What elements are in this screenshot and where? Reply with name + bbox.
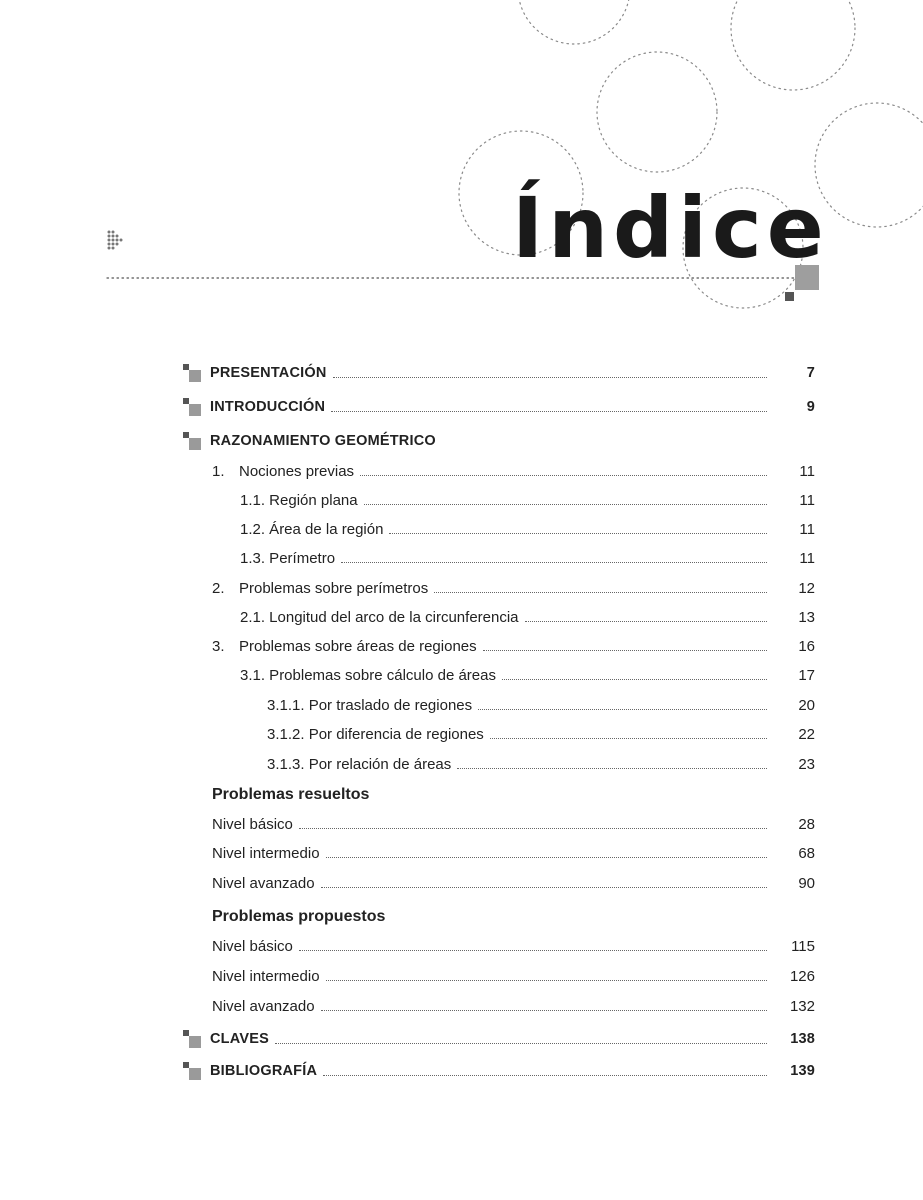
toc-entry-text: PRESENTACIÓN xyxy=(210,365,327,381)
toc-entry-page: 11 xyxy=(799,462,815,480)
toc-entry xyxy=(212,906,815,928)
toc-entry-text: INTRODUCCIÓN xyxy=(210,399,326,415)
dot-leader xyxy=(275,1043,767,1044)
dot-leader xyxy=(483,650,767,651)
toc-entry-label xyxy=(212,463,354,480)
decorative-circles xyxy=(0,0,923,340)
toc-entry-label xyxy=(210,399,325,415)
dot-leader xyxy=(364,504,767,505)
toc-entry-page: 12 xyxy=(798,579,815,597)
section-bullet-icon xyxy=(183,1062,201,1080)
dot-leader xyxy=(299,828,767,829)
toc-entry xyxy=(212,842,815,864)
section-bullet-icon xyxy=(183,1030,201,1048)
toc-entry xyxy=(240,664,815,686)
toc-entry xyxy=(267,753,815,775)
rule-square-small xyxy=(785,292,794,301)
toc-entry-label xyxy=(240,609,519,626)
toc-entry-number: 1. xyxy=(212,462,225,480)
dot-leader xyxy=(333,377,767,378)
toc-entry-page: 126 xyxy=(789,967,815,985)
toc-entry xyxy=(240,489,815,511)
toc-entry-text: 3.1.2. Por diferencia de regiones xyxy=(267,725,484,743)
toc-entry-text: 1.2. Área de la región xyxy=(240,520,384,538)
dot-leader xyxy=(326,980,767,981)
toc-entry xyxy=(210,430,815,452)
toc-entry-label xyxy=(240,550,335,567)
toc-entry-page: 139 xyxy=(790,1063,815,1079)
dot-leader xyxy=(326,857,767,858)
toc-entry-text: Problemas propuestos xyxy=(212,908,386,925)
dot-leader xyxy=(321,887,767,888)
toc-entry-page: 17 xyxy=(798,666,815,684)
toc-entry-page: 20 xyxy=(798,696,815,714)
toc-entry-text: 2.1. Longitud del arco de la circunferencia xyxy=(240,608,519,626)
toc-entry-text: Nivel intermedio xyxy=(212,844,320,862)
toc-entry-text: BIBLIOGRAFÍA xyxy=(210,1063,318,1079)
dot-leader xyxy=(321,1010,767,1011)
toc-entry-label xyxy=(212,968,320,985)
toc-entry-text: Problemas sobre áreas de regiones xyxy=(239,637,477,655)
toc-entry-label xyxy=(212,786,369,804)
toc-entry-label xyxy=(212,580,428,597)
dot-leader xyxy=(299,950,767,951)
section-bullet-icon xyxy=(183,364,201,382)
toc-entry-page: 13 xyxy=(798,608,815,626)
toc-entry-label xyxy=(267,756,451,773)
dot-leader xyxy=(341,562,767,563)
section-bullet-icon xyxy=(183,398,201,416)
toc-entry-label xyxy=(210,1063,317,1079)
page-title: Índice xyxy=(512,179,829,277)
dot-leader xyxy=(434,592,767,593)
toc-entry-page: 11 xyxy=(799,549,815,567)
toc-entry-text: RAZONAMIENTO GEOMÉTRICO xyxy=(210,433,436,449)
dot-leader xyxy=(490,738,767,739)
dot-leader xyxy=(525,621,767,622)
toc-entry xyxy=(212,965,815,987)
toc-entry xyxy=(212,635,815,657)
toc-entry-label xyxy=(210,365,327,381)
toc-entry-page: 16 xyxy=(798,637,815,655)
toc-entry-number: 3. xyxy=(212,637,225,655)
toc-entry-text: Nivel avanzado xyxy=(212,874,315,892)
toc-entry-page: 28 xyxy=(798,815,815,833)
toc-entry-label xyxy=(212,845,320,862)
toc-entry xyxy=(212,995,815,1017)
toc-entry-label xyxy=(212,908,385,926)
toc-entry-label xyxy=(210,1031,269,1047)
toc-entry-text: 1.1. Región plana xyxy=(240,491,358,509)
toc-entry-label xyxy=(212,938,293,955)
section-bullet-icon xyxy=(183,432,201,450)
dot-leader xyxy=(360,475,767,476)
toc-entry-text: 3.1. Problemas sobre cálculo de áreas xyxy=(240,666,496,684)
toc-entry-page: 11 xyxy=(799,491,815,509)
toc-entry-page: 90 xyxy=(798,874,815,892)
toc-entry-label xyxy=(240,521,383,538)
toc-entry-text: Nivel avanzado xyxy=(212,997,315,1015)
toc-entry xyxy=(210,362,815,384)
toc-entry xyxy=(212,577,815,599)
toc-entry-label xyxy=(267,697,472,714)
toc-entry xyxy=(240,606,815,628)
toc-entry-text: Nivel intermedio xyxy=(212,967,320,985)
toc-entry-text: 1.3. Perímetro xyxy=(240,549,336,567)
toc-entry xyxy=(210,396,815,418)
toc-entry-page: 9 xyxy=(806,399,815,415)
toc-entry-text: Nivel básico xyxy=(212,815,293,833)
toc-entry-page: 22 xyxy=(798,725,815,743)
toc-entry xyxy=(212,935,815,957)
dot-leader xyxy=(457,768,767,769)
toc-entry-page: 23 xyxy=(798,755,815,773)
dot-leader xyxy=(389,533,767,534)
toc-entry-number: 2. xyxy=(212,579,225,597)
toc-entry-label xyxy=(212,816,293,833)
toc-entry-text: Nivel básico xyxy=(212,937,293,955)
toc-entry-text: Nociones previas xyxy=(239,462,355,480)
toc-entry-label xyxy=(212,638,477,655)
toc-entry-page: 132 xyxy=(789,997,815,1015)
dot-leader xyxy=(478,709,767,710)
toc-entry-label xyxy=(212,875,315,892)
toc-entry-label xyxy=(212,998,315,1015)
toc-entry-label xyxy=(267,726,484,743)
toc-entry xyxy=(212,872,815,894)
toc-entry-label xyxy=(210,433,436,449)
toc-entry-text: CLAVES xyxy=(210,1031,269,1047)
toc-entry-page: 11 xyxy=(799,520,815,538)
toc-entry-text: 3.1.1. Por traslado de regiones xyxy=(267,696,473,714)
toc-entry xyxy=(212,460,815,482)
dot-leader xyxy=(331,411,767,412)
dot-leader xyxy=(502,679,767,680)
toc-entry xyxy=(212,813,815,835)
toc-entry-page: 7 xyxy=(806,365,815,381)
toc-entry-page: 138 xyxy=(790,1031,815,1047)
toc-entry-page: 115 xyxy=(791,937,815,955)
toc-entry xyxy=(267,694,815,716)
dot-leader xyxy=(323,1075,767,1076)
toc-entry xyxy=(267,723,815,745)
toc-entry-label xyxy=(240,492,358,509)
dot-grid-icon xyxy=(108,231,123,250)
toc-entry-text: Problemas sobre perímetros xyxy=(239,579,429,597)
toc-entry-text: Problemas resueltos xyxy=(212,786,370,803)
toc-entry xyxy=(210,1028,815,1050)
toc-entry xyxy=(210,1060,815,1082)
toc-entry xyxy=(240,518,815,540)
toc-entry xyxy=(212,784,815,806)
toc-entry-label xyxy=(240,667,496,684)
toc-entry-page: 68 xyxy=(798,844,815,862)
toc-entry xyxy=(240,547,815,569)
toc-entry-text: 3.1.3. Por relación de áreas xyxy=(267,755,452,773)
